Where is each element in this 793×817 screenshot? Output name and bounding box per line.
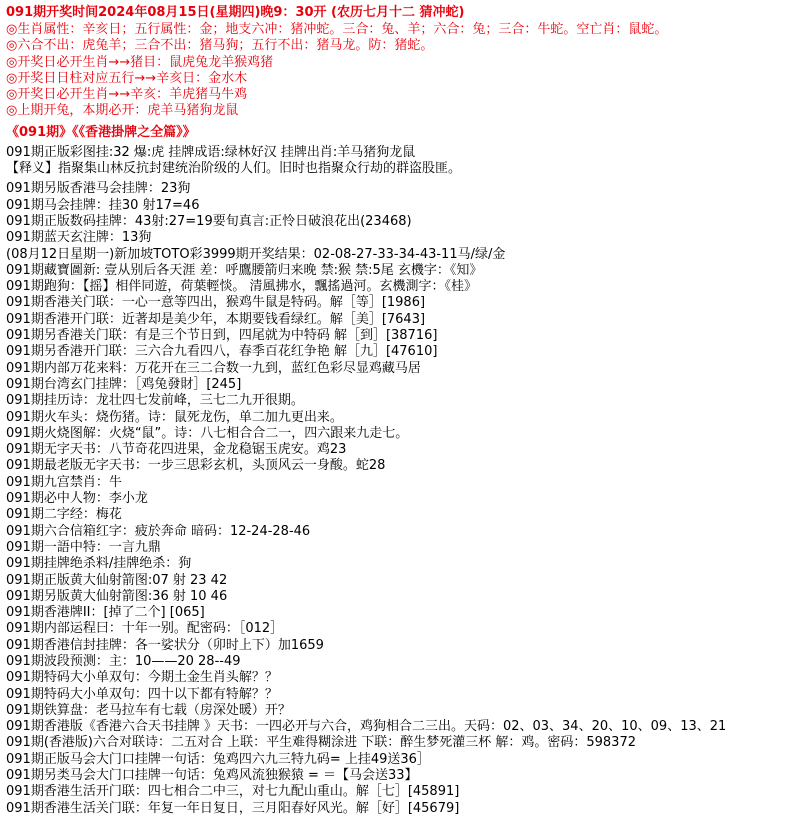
body-line-1: 【释义】指聚集山林反抗封建统治阶级的人们。旧时也指聚众行劫的群盗股匪。 — [6, 161, 462, 177]
body-line-3: 091期马会挂牌：挂30 射17=46 — [6, 197, 200, 213]
top-line-0: ◎生肖属性：辛亥日；五行属性：金；地支六冲：猪冲蛇。三合：兔、羊；六合：兔；三合：牛蛇。空亡肖：鼠蛇。 — [6, 22, 668, 37]
body-line-35: 091期香港版《香港六合天书挂牌 》天书：一四必开与六合，鸡狗相合二三出。天码：02、03、34、20、10、09、13、21 — [6, 719, 727, 735]
body-line-2: 091期另版香港马会挂牌：23狗 — [6, 181, 191, 197]
top-line-1: ◎六合不出：虎兔羊；三合不出：猪马狗；五行不出：猪马龙。防：猪蛇。 — [6, 38, 434, 54]
body-line-0: 091期正版彩图挂:32 爆:虎 挂牌成语:绿林好汉 挂牌出肖:羊马猪狗龙鼠 — [6, 144, 416, 160]
page-header-line: 091期开奖时间2024年08月15日(星期四)晚9：30开 (农历七月十二 猜冲蛇) — [6, 5, 465, 20]
top-line-3: ◎开奖日日柱对应五行→→辛亥日：金水木 — [6, 70, 248, 86]
body-line-27: 091期另版黄大仙射箭图:36 射 10 46 — [6, 588, 228, 604]
body-line-38: 091期另类马会大门口挂牌一句话：兔鸡风流独猴猿 = ＝【马会送33】 — [6, 768, 418, 784]
body-line-30: 091期香港信封挂牌：各一娑状分（卯时上下）加1659 — [6, 637, 324, 653]
body-line-33: 091期特码大小单双句：四十以下都有特解？？ — [6, 686, 278, 702]
body-line-26: 091期正版黄大仙射箭图:07 射 23 42 — [6, 572, 228, 588]
body-line-24: 091期一語中特：一言九鼎 — [6, 539, 161, 555]
body-line-25: 091期挂牌绝杀料/挂牌绝杀：狗 — [6, 556, 192, 572]
body-line-29: 091期内部运程曰：十年一别。配密码：［012］ — [6, 621, 284, 637]
top-attributes-block — [6, 22, 787, 120]
body-line-5: 091期蓝天玄注牌：13狗 — [6, 230, 152, 246]
body-line-36: 091期(香港版)六合对联诗：二五对合 上联：平生难得糊涂进 下联：醉生梦死灌三杯 解：鸡。密码：598372 — [6, 735, 636, 751]
body-line-31: 091期波段预测：主：10——20 28--49 — [6, 653, 241, 669]
body-line-40: 091期香港生活关门联：年复一年日复日，三月阳春好风光。解［好］[45679] — [6, 800, 460, 816]
body-line-7: 091期藏寶圖新: 壹从别后各天涯 差：呼鷹腰箭归来晚 禁:猴 禁:5尾 玄機字：《知》 — [6, 262, 483, 278]
body-line-23: 091期六合信箱红字：疲於奔命 暗码：12-24-28-46 — [6, 523, 311, 539]
body-line-19: 091期最老版无字天书：一步三思彩玄机，头顶风云一身酸。蛇28 — [6, 458, 386, 474]
body-line-37: 091期正版马会大门口挂牌一句话：兔鸡四六九三特九码= 上挂49送36］ — [6, 751, 430, 767]
body-line-15: 091期挂历诗：龙壮四七发前峰，三七二九开很期。 — [6, 393, 304, 409]
body-line-10: 091期香港开门联：近著却是美少年，本期要钱看绿红。解［美］[7643] — [6, 311, 426, 327]
body-line-28: 091期香港牌II：[掉了二个] [065] — [6, 605, 205, 621]
body-line-21: 091期必中人物：李小龙 — [6, 491, 148, 507]
top-line-5: ◎上期开兔，本期必开：虎羊马猪狗龙鼠 — [6, 103, 239, 119]
body-line-12: 091期另香港开门联：三六合九看四八，春季百花红争艳 解［九］[47610] — [6, 344, 438, 360]
body-line-13: 091期内部万花来料：万花开在三二合数一九到，蓝红色彩尽显鸡藏马居 — [6, 360, 421, 376]
body-line-6: (08月12日星期一)新加坡TOTO彩3999期开奖结果：02-08-27-33-34-43-11马/绿/金 — [6, 246, 506, 262]
body-line-16: 091期火车头：烧伤猪。诗：鼠死龙伤，单二加九更出来。 — [6, 409, 343, 425]
bulletin-body — [6, 145, 787, 817]
body-line-14: 091期台湾玄门挂牌：［鸡兔發財］[245] — [6, 376, 242, 392]
body-line-18: 091期无字天书：八节奇花四进果，金龙稳锯玉虎安。鸡23 — [6, 442, 347, 458]
body-line-20: 091期九宫禁肖：牛 — [6, 474, 122, 490]
body-line-9: 091期香港关门联：一心一意等四出，猴鸡牛鼠是特码。解［等］[1986] — [6, 295, 426, 311]
top-line-4: ◎开奖日必开生肖→→辛亥：羊虎猪马牛鸡 — [6, 87, 248, 103]
body-line-22: 091期二字经：梅花 — [6, 507, 122, 523]
body-line-17: 091期火烧图解：火烧“鼠”。诗：八七相合合二一，四六跟来九走七。 — [6, 425, 409, 441]
body-line-39: 091期香港生活开门联：四七相合二中三，对七九配山重山。解［七］[45891] — [6, 784, 460, 800]
top-line-2: ◎开奖日必开生肖→→猪目：鼠虎兔龙羊猴鸡猪 — [6, 54, 274, 70]
body-line-32: 091期特码大小单双句：今期土金生肖头解？？ — [6, 670, 278, 686]
body-line-11: 091期另香港关门联：有是三个节日到，四尾就为中特码 解［到］[38716] — [6, 328, 438, 344]
section-title-banner: 《091期》《《香港掛牌之全篇》》 — [6, 124, 196, 140]
body-line-4: 091期正版数码挂牌：43射:27=19要旬真言:正怜日破浪花出(23468) — [6, 213, 412, 229]
body-line-34: 091期铁算盘：老马拉车有七载（房深处暖）开？ — [6, 702, 291, 718]
body-line-8: 091期跑狗：【摇】相伴同遊，荷葉輕惔。 清風拂水，飄搖過河。玄機測字：《桂》 — [6, 279, 477, 295]
